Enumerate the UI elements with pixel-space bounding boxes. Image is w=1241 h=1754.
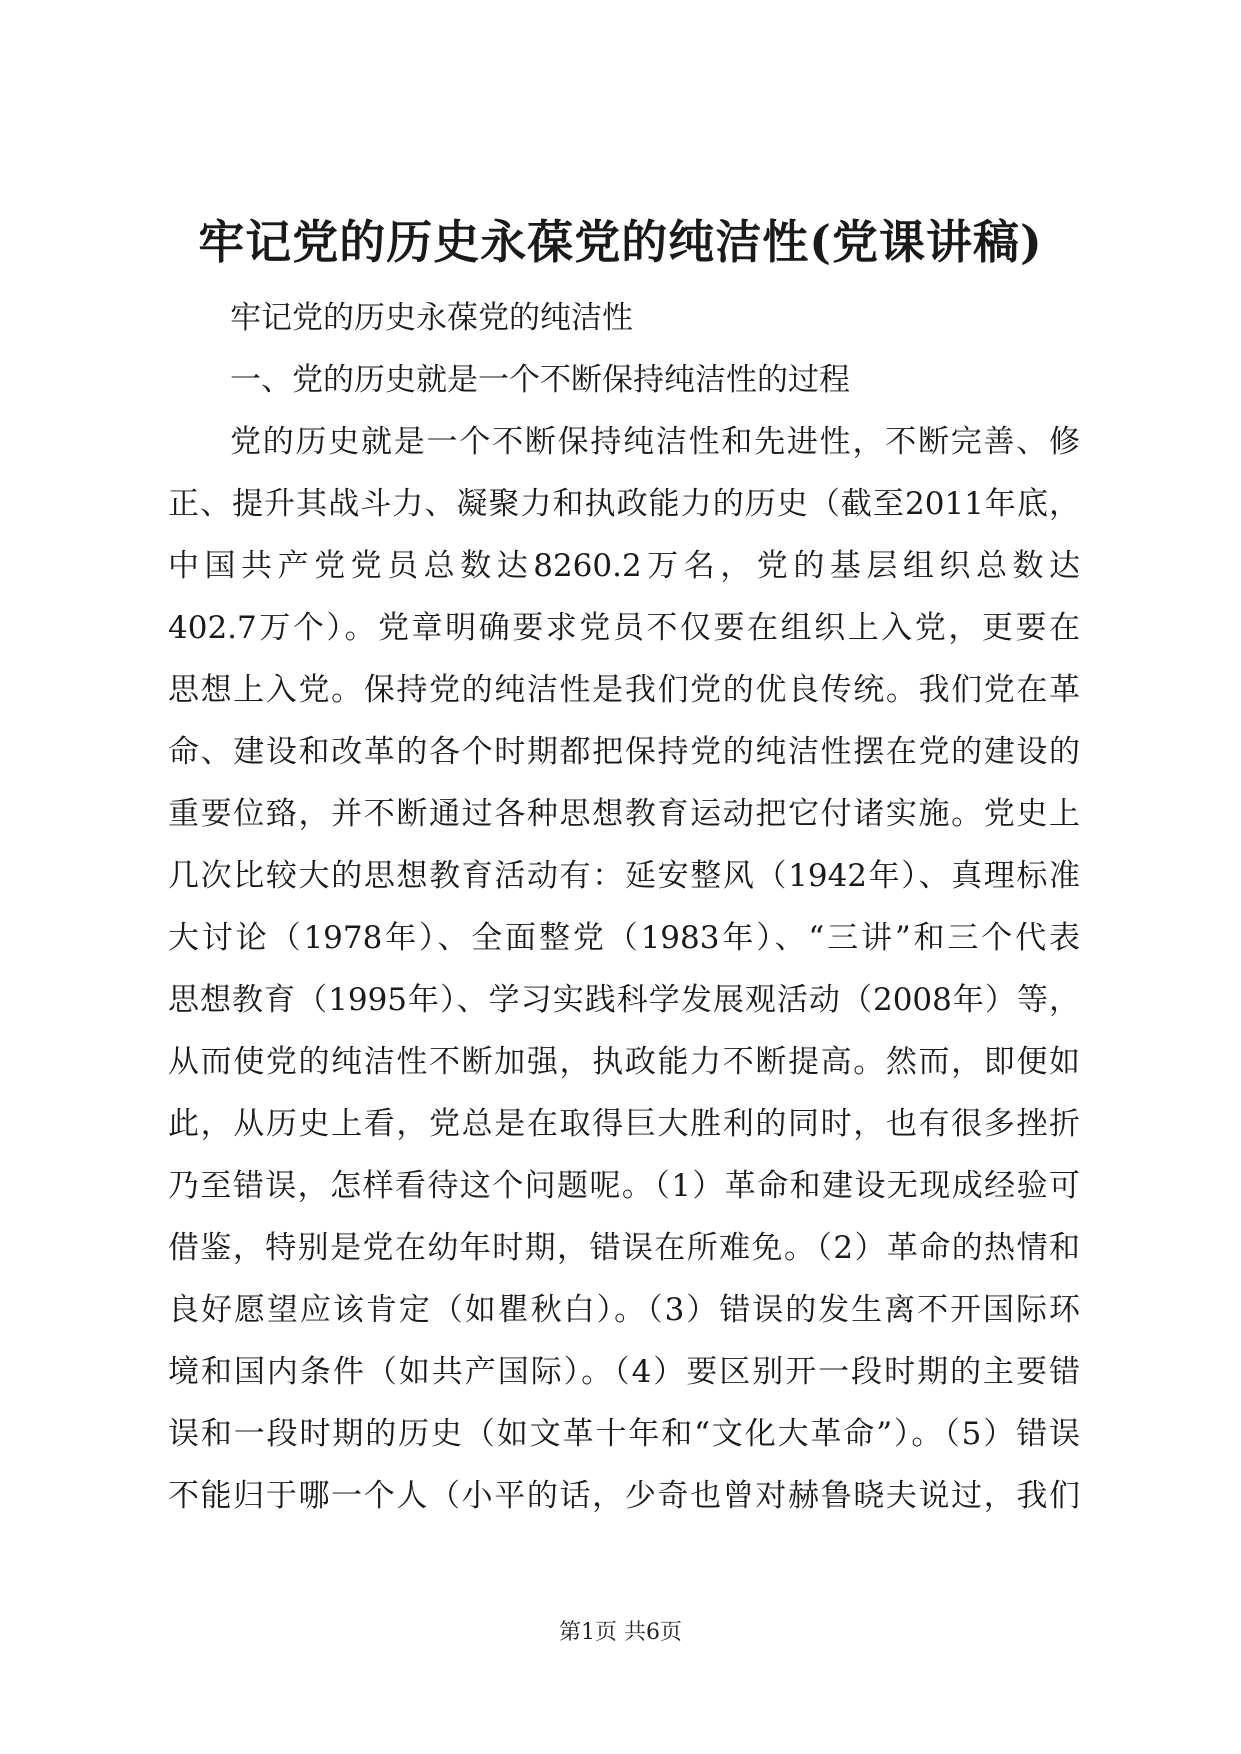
paragraph-line: 党的历史就是一个不断保持纯洁性和先进性，不断完善、修 — [230, 424, 1080, 460]
paragraph-line: 思想上入党。保持党的纯洁性是我们党的优良传统。我们党在革 — [168, 672, 1080, 708]
paragraph-line: 中国共产党党员总数达8260.2万名，党的基层组织总数达 — [168, 548, 1080, 584]
paragraph-line: 借鉴，特别是党在幼年时期，错误在所难免。（2）革命的热情和 — [168, 1230, 1080, 1266]
paragraph-line: 几次比较大的思想教育活动有：延安整风（1942年）、真理标准 — [168, 858, 1080, 894]
page-footer: 第1页 共6页 — [559, 1620, 682, 1645]
paragraph-line: 此，从历史上看，党总是在取得巨大胜利的同时，也有很多挫折 — [168, 1106, 1080, 1142]
document-body — [168, 287, 1080, 1527]
paragraph-line: 良好愿望应该肯定（如瞿秋白）。（3）错误的发生离不开国际环 — [168, 1292, 1080, 1328]
paragraph-line: 重要位臵，并不断通过各种思想教育运动把它付诸实施。党史上 — [168, 796, 1080, 832]
subtitle: 牢记党的历史永葆党的纯洁性 — [230, 300, 633, 336]
paragraph-line: 从而使党的纯洁性不断加强，执政能力不断提高。然而，即便如 — [168, 1044, 1080, 1080]
paragraph-line: 402.7万个）。党章明确要求党员不仅要在组织上入党，更要在 — [168, 610, 1080, 646]
paragraph-line: 命、建设和改革的各个时期都把保持党的纯洁性摆在党的建设的 — [168, 734, 1080, 770]
document-title: 牢记党的历史永葆党的纯洁性(党课讲稿) — [198, 215, 1043, 269]
paragraph — [168, 411, 1080, 1527]
paragraph-line: 乃至错误，怎样看待这个问题呢。（1）革命和建设无现成经验可 — [168, 1168, 1080, 1204]
paragraph-line: 思想教育（1995年）、学习实践科学发展观活动（2008年）等， — [168, 982, 1080, 1018]
paragraph-line: 境和国内条件（如共产国际）。（4）要区别开一段时期的主要错 — [168, 1354, 1080, 1390]
paragraph-line: 不能归于哪一个人（小平的话，少奇也曾对赫鲁晓夫说过，我们 — [168, 1478, 1080, 1514]
section-heading: 一、党的历史就是一个不断保持纯洁性的过程 — [230, 362, 850, 398]
paragraph-line: 误和一段时期的历史（如文革十年和“文化大革命”）。（5）错误 — [168, 1416, 1080, 1452]
paragraph-line: 大讨论（1978年）、全面整党（1983年）、“三讲”和三个代表 — [168, 920, 1080, 956]
paragraph-line: 正、提升其战斗力、凝聚力和执政能力的历史（截至2011年底， — [168, 486, 1080, 522]
